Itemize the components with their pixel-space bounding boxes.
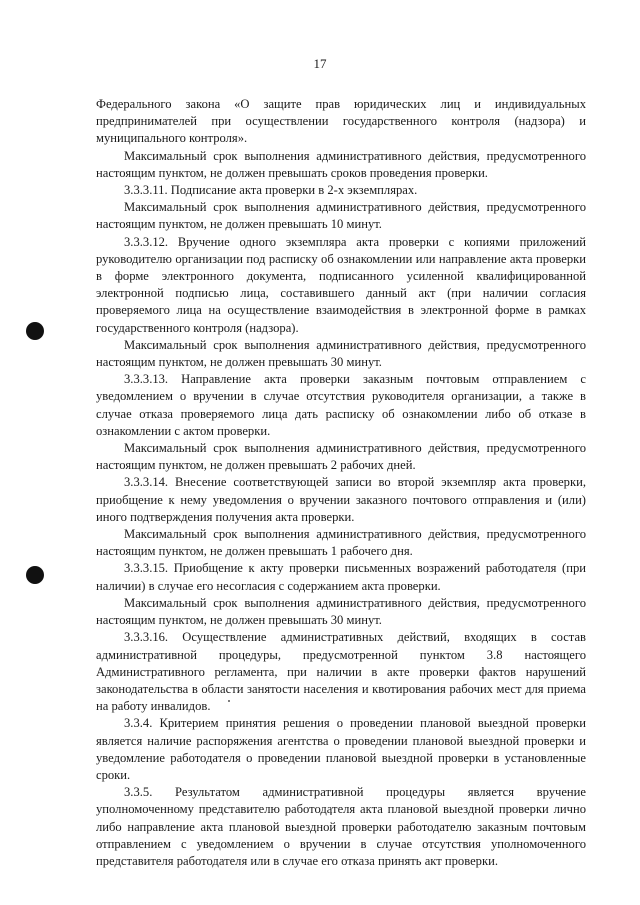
punch-hole-mark: [26, 322, 44, 340]
paragraph: 3.3.3.16. Осуществление административных действий, входящих в состав административной процедуры, предусмотренной пунктом 3.8 настоящего Административного регламента, при наличии в акте проверки фактов нарушений законодательства в области занятости населения и квотирования рабочих мест для приема на работу инвалидов.: [96, 630, 586, 714]
punch-hole-mark: [26, 566, 44, 584]
paragraph: Федерального закона «О защите прав юридических лиц и индивидуальных предпринимателей при осуществлении государственного контроля (надзора) и муниципального контроля».: [96, 97, 586, 146]
paragraph: 3.3.3.11. Подписание акта проверки в 2-х экземплярах.: [124, 183, 418, 198]
paragraph: 3.3.3.13. Направление акта проверки заказным почтовым отправлением с уведомлением о вручении в случае отсутствия руководителя организации, а также в случае отказа проверяемого лица дать расписку об ознакомлении либо об отказе в ознакомлении с актом проверки.: [96, 372, 586, 438]
paragraph: Максимальный срок выполнения административного действия, предусмотренного настоящим пунктом, не должен превышать 2 рабочих дней.: [96, 441, 586, 473]
paragraph: 3.3.3.14. Внесение соответствующей записи во второй экземпляр акта проверки, приобщение к нему уведомления о вручении заказного почтового отправления и (или) иного подтверждения получения акта проверки.: [96, 475, 586, 524]
paragraph: 3.3.4. Критерием принятия решения о проведении плановой выездной проверки является наличие распоряжения агентства о проведении плановой выездной проверки и уведомление работодателя о проведении плановой выездной проверки в установленные сроки.: [96, 716, 586, 782]
document-body: [96, 96, 586, 870]
paragraph: 3.3.3.12. Вручение одного экземпляра акта проверки с копиями приложений руководителю организации под расписку об ознакомлении или направление акта проверки в форме электронного документа, подписанного усиленной квалифицированной электронной подписью лица, составившего данный акт (при наличии согласия проверяемого лица на осуществление взаимодействия в электронной форме в рамках государственного контроля (надзора).: [96, 234, 586, 335]
paragraph: Максимальный срок выполнения административного действия, предусмотренного настоящим пунктом, не должен превышать 30 минут.: [96, 337, 586, 370]
paragraph: Максимальный срок выполнения административного действия, предусмотренного настоящим пунктом, не должен превышать 10 минут.: [96, 200, 586, 232]
paragraph: Максимальный срок выполнения административного действия, предусмотренного настоящим пунктом, не должен превышать 1 рабочего дня.: [96, 527, 586, 559]
paragraph: 3.3.3.15. Приобщение к акту проверки письменных возражений работодателя (при наличии) в случае его несогласия с содержанием акта проверки.: [96, 561, 586, 593]
paragraph: Максимальный срок выполнения административного действия, предусмотренного настоящим пунктом, не должен превышать 30 минут.: [96, 595, 586, 628]
paragraph: 3.3.5. Результатом административной процедуры является вручение уполномоченному представителю работодателя акта плановой выездной проверки лично либо направление акта плановой выездной проверки работодателю заказным почтовым отправлением с уведомлением о вручении в случае отсутствия уполномоченного представителя работодателя или в случае его отказа принять акт проверки.: [96, 785, 586, 868]
paragraph: Максимальный срок выполнения административного действия, предусмотренного настоящим пунктом, не должен превышать сроков проведения проверки.: [96, 148, 586, 180]
page-number: 17: [313, 56, 327, 71]
